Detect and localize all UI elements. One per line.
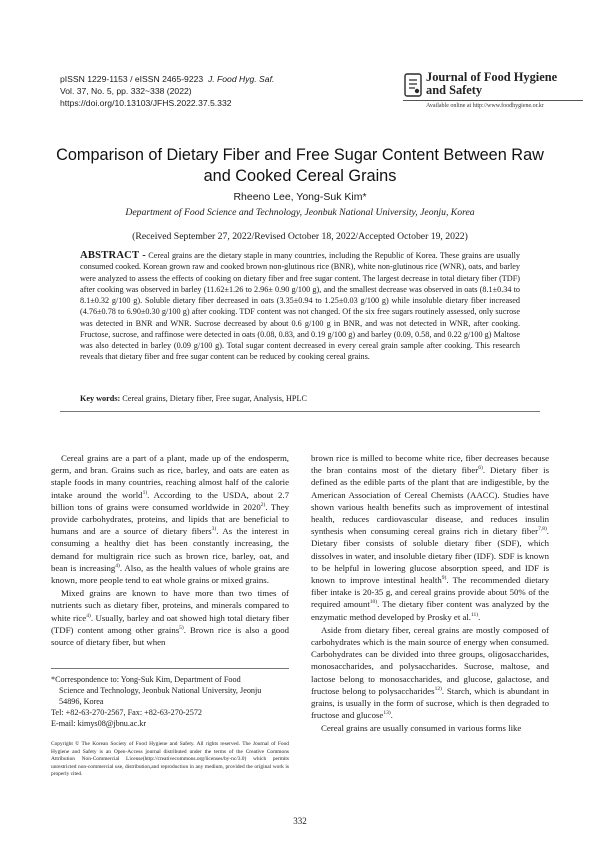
keywords-text: Cereal grains, Dietary fiber, Free sugar, Analysis, HPLC [122, 394, 307, 403]
doi-line: https://doi.org/10.13103/JFHS.2022.37.5.332 [60, 98, 232, 109]
paragraph: Mixed grains are known to have more than two times of nutrients such as dietary fiber, proteins, and minerals compared to white rice$^{4)}$. Usually, barley and oat showed high total dietary fiber (TDF) content among other grains$^{5)}$. Brown rice is also a good source of dietary fiber, but when [51, 588, 290, 648]
available-online: Available online at http://www.foodhygiene.or.kr [426, 103, 544, 109]
logo-title: Journal of Food Hygiene and Safety [426, 70, 558, 98]
body-left-column [51, 452, 289, 648]
volume-line: Vol. 37, No. 5, pp. 332~338 (2022) [60, 86, 192, 97]
abstract [80, 250, 520, 363]
email: E-mail: kimys08@jbnu.ac.kr [51, 719, 147, 728]
body-right-column [311, 452, 549, 735]
page-number: 332 [293, 816, 307, 826]
abstract-label: ABSTRACT - [80, 250, 146, 261]
keywords-label: Key words: [80, 394, 121, 403]
correspondence-line: *Correspondence to: Yong-Suk Kim, Department of Food [51, 675, 241, 684]
affiliation: Department of Food Science and Technology, Jeonbuk National University, Jeonju, Korea [125, 207, 475, 218]
journal-abbrev: J. Food Hyg. Saf. [207, 74, 275, 84]
logo-rule [403, 100, 583, 101]
keywords [80, 394, 520, 403]
copyright-notice: Copyright © The Korean Society of Food Hygiene and Safety. All rights reserved. The Journal of Food Hygiene and Safety is an Open-Access journal distributed under the terms of the Creative Commons Attribution Non-Commercial License(http://creativecommons.org/licenses/by-nc/3.0) which permits unrestricted non-commercial use, distribution,and reproduction in any medium, provided the original work is properly cited. [51, 741, 289, 778]
footnote-rule [51, 668, 289, 669]
journal-logo [403, 70, 583, 112]
authors: Rheeno Lee, Yong-Suk Kim* [233, 191, 367, 203]
tel-fax: Tel: +82-63-270-2567, Fax: +82-63-270-2572 [51, 708, 203, 717]
correspondence-footnote [51, 674, 289, 729]
correspondence-line: Science and Technology, Jeonbuk National University, Jeonju [59, 686, 262, 695]
paragraph: Cereal grains are usually consumed in various forms like [321, 723, 522, 734]
paragraph: Cereal grains are a part of a plant, made up of the endosperm, germ, and bran. Grains such as rice, barley, and oats are eaten as staple foods in many countries, reaching almost half of the calorie intake around the world$^{1)}$. According to the USDA, about 2.7 billion tons of grains were consumed worldwide in 2020$^{2)}$. They provide carbohydrates, proteins, and lipids that are beneficial to humans and are a source of dietary fibers$^{3)}$. As the interest in consuming a healthy diet has been constantly increasing, the demand for multigrain rice such as brown rice, barley, oat, and bean is increasing$^{4)}$. Also, as the health values of whole grains are known, more people tend to eat whole grains or mixed grains. [51, 453, 289, 586]
correspondence-line: 54896, Korea [59, 697, 104, 706]
section-divider [60, 411, 540, 412]
paragraph: brown rice is milled to become white rice, fiber decreases because the bran contains most of the dietary fiber$^{6)}$. Dietary fiber is defined as the edible parts of the plant that are indigestible, by the American Association of Cereal Chemists (AACC). Studies have shown various health benefits such as improvement of intestinal health, reduces cardiovascular disease, and reduces insulin synthesis when consuming cereal grains rich in dietary fiber$^{7,8)}$. Dietary fiber consists of soluble dietary fiber (SDF), which dissolves in water, and insoluble dietary fiber (IDF). SDF is known to be helpful in lowering glucose absorption speed, and IDF is known to improve intestinal health$^{9)}$. The recommended dietary fiber intake is 20-35 g, and cereal grains provide about 50% of the required amount$^{10)}$. The dietary fiber content was analyzed by the enzymatic method developed by Prosky et al.$^{11)}$. [311, 453, 549, 622]
journal-header [60, 73, 274, 110]
article-title: Comparison of Dietary Fiber and Free Sugar Content Between Raw and Cooked Cereal Grains [56, 146, 544, 185]
journal-emblem-icon [403, 72, 423, 98]
issn-line: pISSN 1229-1153 / eISSN 2465-9223 J. Food Hyg. Saf. [60, 74, 275, 84]
abstract-text: Cereal grains are the dietary staple in many countries, including the Republic of Korea. These grains are usually consumed cooked. Korean grown raw and cooked brown non-glutinous rice (BNR), white non-glutinous rice (WNR), oats, and barley were analyzed to assess the effects of cooking on dietary fiber and free sugar content. The largest decrease in total dietary fiber (TDF) after cooking was observed in barley (11.62±1.26 to 2.96± 0.90 g/100 g), and the smallest decrease was observed in oats (8.1±0.34 to 8.1±0.32 g/100 g). Soluble dietary fiber decreased in oats (3.35±0.94 to 1.25±0.03 g/100 g) while insoluble dietary fiber increased (4.76±0.78 to 6.90±0.30 g/100 g) after cooking. TDF content was not changed. Of the six free sugars routinely assessed, only sucrose was detected in BNR and WNR. Sucrose decreased by about 0.6 g/100 g in BNR, and was not detected in WNR, after cooking. Fructose, sucrose, and raffinose were detected in oats (0.08, 0.83, and 0.19 g/100 g) and barley (0.09, 0.58, and 0.22 g/100 g) Maltose was also detected in barley (0.09 g/100 g). Total sugar content decreased in every cereal grain sample after cooking. This research reveals that dietary fiber and free sugar content can be reduced by cooking cereal grains. [80, 251, 520, 362]
paragraph: Aside from dietary fiber, cereal grains are mostly composed of carbohydrates which is the main source of energy when consumed. Carbohydrates can be divided into three groups, oligosaccharides, monosaccharides, and polysaccharides. Sucrose, maltose, and lactose belong to monosaccharides, and glucose, galactose, and fructose belong to polysaccharides$^{12)}$. Starch, which is abundant in grains, is usually in the form of sucrose, which is then degraded to fructose and glucose$^{13)}$. [311, 624, 549, 721]
received-dates: (Received September 27, 2022/Revised October 18, 2022/Accepted October 19, 2022) [132, 231, 468, 242]
